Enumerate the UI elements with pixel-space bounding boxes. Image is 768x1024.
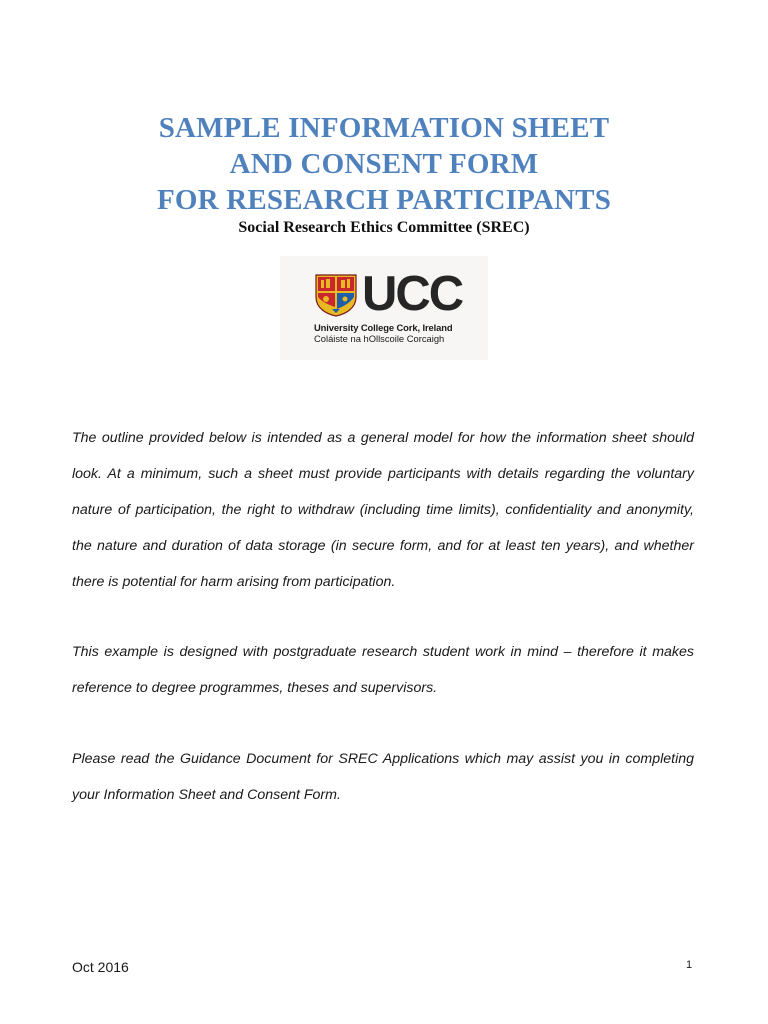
guidance-paragraph [72,741,694,813]
page-number: 1 [686,959,693,971]
document-subtitle: Social Research Ethics Committee (SREC) [238,219,530,236]
example-paragraph [72,634,694,706]
document-title-block [0,110,768,238]
document-title-line-3: FOR RESEARCH PARTICIPANTS [156,184,612,216]
footer-date: Oct 2016 [72,959,129,975]
logo-university-name: University College Cork, Ireland [314,322,453,333]
intro-paragraph [72,420,694,600]
ucc-crest-icon [314,273,358,317]
paragraph-text: Please read the Guidance Document for SREC Applications which may assist you in completing your Information Sheet and Consent Form. [72,751,694,803]
logo-irish-name: Coláiste na hOllscoile Corcaigh [314,333,445,344]
document-title-line-1: SAMPLE INFORMATION SHEET [158,112,610,144]
document-title-line-2: AND CONSENT FORM [229,148,539,180]
paragraph-text: This example is designed with postgraduate research student work in mind – therefore it makes reference to degree programmes, theses and supervisors. [72,644,694,696]
logo-wordmark: UCC [362,267,463,321]
ucc-logo [280,256,488,360]
paragraph-text: The outline provided below is intended as a general model for how the information sheet should look. At a minimum, such a sheet must provide participants with details regarding the voluntary nature of participation, the right to withdraw (including time limits), confidentiality and anonymity, the nature and duration of data storage (in secure form, and for at least ten years), and whether there is potential for harm arising from participation. [72,430,694,590]
